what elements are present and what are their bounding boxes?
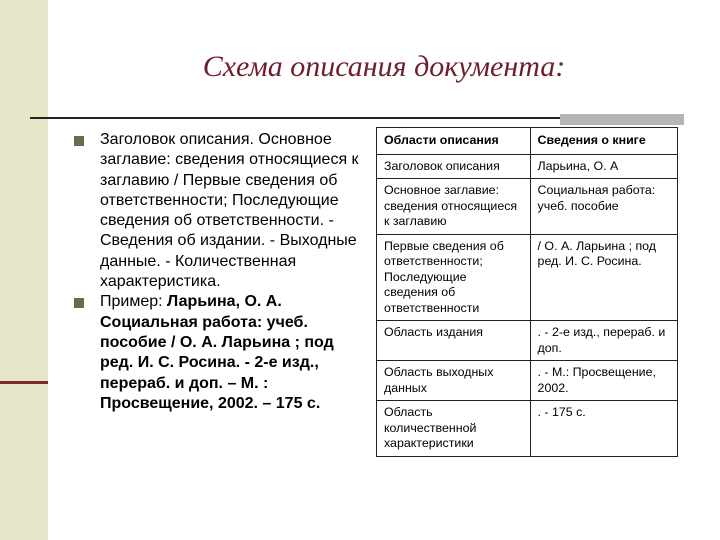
bullet-item-example (74, 292, 364, 414)
slide-title: Схема описания документа: (202, 50, 566, 83)
table-cell: Область издания (377, 321, 531, 361)
table-cell: Социальная работа: учеб. пособие (530, 179, 677, 235)
example-label: Пример: (100, 293, 168, 311)
table-row (377, 154, 678, 179)
table-cell: / О. А. Ларьина ; под ред. И. С. Росина. (530, 234, 677, 321)
table-header-cell: Области описания (377, 128, 531, 155)
table-cell: Основное заглавие: сведения относящиеся к заглавию (377, 179, 531, 235)
bullet-item-scheme (74, 130, 364, 292)
table-cell: . - 2-е изд., перераб. и доп. (530, 321, 677, 361)
square-bullet-icon (74, 136, 84, 146)
table-row (377, 361, 678, 401)
bullet-text: Заголовок описания. Основное заглавие: сведения относящиеся к заглавию / Первые сведения об ответственности; Последующие сведения об ответственности. - Сведения об издании. - Выходные данные. - Количественная характеристика. (100, 131, 359, 291)
table-header-cell: Сведения о книге (530, 128, 677, 155)
bullet-list (74, 130, 364, 414)
table-cell: Первые сведения об ответственности; Последующие сведения об ответственности (377, 234, 531, 321)
table-row (377, 321, 678, 361)
table-row (377, 179, 678, 235)
description-table (376, 127, 678, 457)
table-row (377, 401, 678, 457)
table-cell: . - 175 с. (530, 401, 677, 457)
title-divider-accent (560, 114, 684, 125)
table-row (377, 234, 678, 321)
table-cell: Область количественной характеристики (377, 401, 531, 457)
side-decoration-line (0, 381, 48, 384)
table-cell: Ларьина, О. А (530, 154, 677, 179)
table-cell: . - М.: Просвещение, 2002. (530, 361, 677, 401)
example-text: Ларьина, О. А. Социальная работа: учеб. пособие / О. А. Ларьина ; под ред. И. С. Росина. - 2-е изд., перераб. и доп. – М. : Просвещение, 2002. – 175 с. (100, 293, 334, 412)
square-bullet-icon (74, 298, 84, 308)
table-cell: Заголовок описания (377, 154, 531, 179)
side-decoration-bar (0, 0, 48, 540)
table-cell: Область выходных данных (377, 361, 531, 401)
table-header-row (377, 128, 678, 155)
